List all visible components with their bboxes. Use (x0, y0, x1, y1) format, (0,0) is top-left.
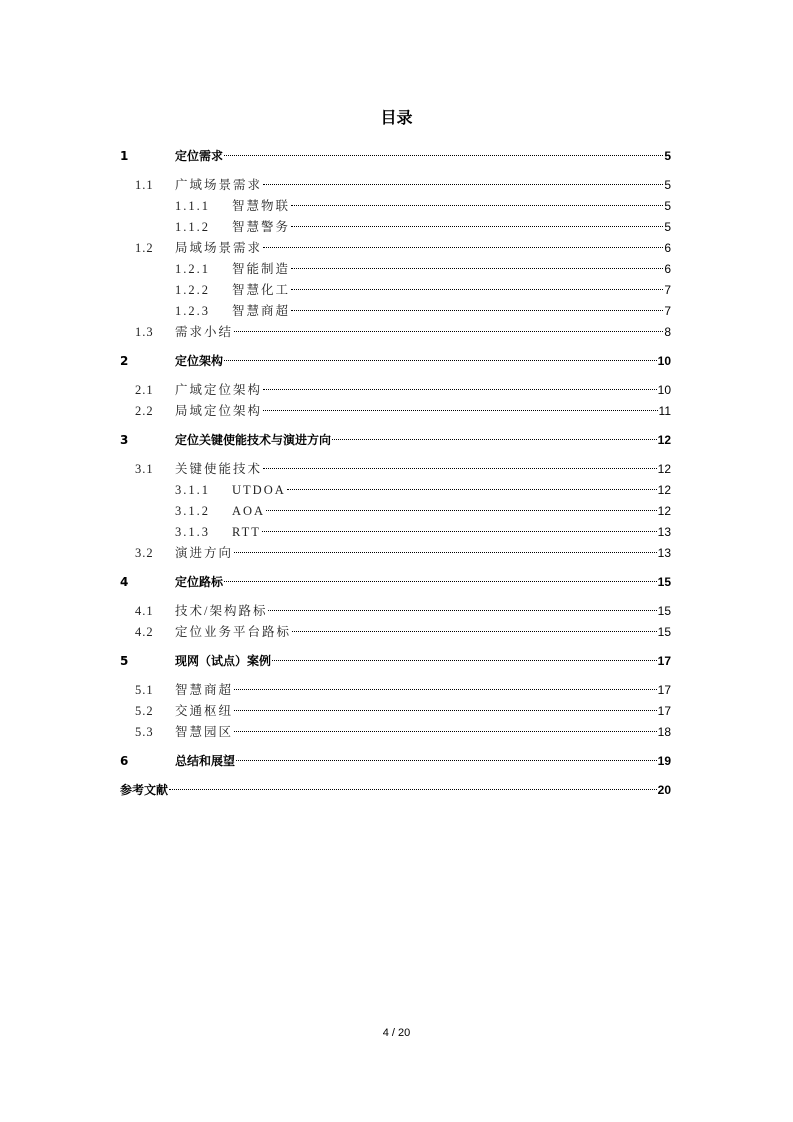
toc-entry-title[interactable]: UTDOA (232, 483, 286, 497)
toc-entry-title[interactable]: 智能制造 (232, 262, 291, 276)
toc-entry-number: 3.1.3 (175, 525, 210, 539)
dot-leader (287, 488, 657, 490)
dot-leader (234, 551, 657, 553)
toc-entry-title[interactable]: 关键使能技术 (175, 462, 263, 476)
toc-entry-number: 5.3 (135, 725, 154, 739)
toc-entry[interactable] (120, 259, 671, 280)
dot-leader (234, 709, 657, 711)
toc-entry[interactable] (120, 751, 671, 772)
toc-entry-page[interactable]: 7 (664, 304, 671, 318)
toc-entry[interactable] (120, 622, 671, 643)
dot-leader (291, 225, 663, 227)
toc-entry[interactable] (120, 238, 671, 259)
toc-entry-number: 4.2 (135, 625, 154, 639)
toc-entry-page[interactable]: 15 (657, 625, 671, 639)
toc-entry-page[interactable]: 7 (664, 283, 671, 297)
table-of-contents (120, 146, 671, 809)
toc-entry-page[interactable]: 18 (657, 725, 671, 739)
toc-entry-page[interactable]: 12 (657, 504, 671, 518)
toc-entry-title[interactable]: 广域定位架构 (175, 383, 263, 397)
toc-entry-page[interactable]: 17 (657, 654, 671, 668)
toc-entry-page[interactable]: 5 (664, 220, 671, 234)
toc-entry[interactable] (120, 601, 671, 622)
toc-entry[interactable] (120, 301, 671, 322)
toc-entry-page[interactable]: 19 (657, 754, 671, 768)
toc-entry-number: 2.1 (135, 383, 154, 397)
toc-entry-title[interactable]: 定位关键使能技术与演进方向 (175, 433, 332, 447)
toc-entry[interactable] (120, 543, 671, 564)
toc-entry[interactable] (120, 572, 671, 593)
toc-entry-page[interactable]: 20 (657, 783, 671, 797)
dot-leader (234, 330, 663, 332)
toc-entry[interactable] (120, 196, 671, 217)
dot-leader (291, 204, 663, 206)
dot-leader (263, 183, 663, 185)
toc-entry-title[interactable]: 总结和展望 (175, 754, 236, 768)
toc-entry-page[interactable]: 17 (657, 704, 671, 718)
toc-entry-title[interactable]: 局域定位架构 (175, 404, 263, 418)
toc-entry-page[interactable]: 17 (657, 683, 671, 697)
toc-entry-number: 1.2.1 (175, 262, 210, 276)
toc-entry-page[interactable]: 15 (657, 575, 671, 589)
toc-entry-title[interactable]: RTT (232, 525, 261, 539)
toc-entry-page[interactable]: 13 (657, 546, 671, 560)
toc-entry-title[interactable]: 需求小结 (175, 325, 234, 339)
dot-leader (224, 154, 663, 156)
toc-entry-number: 1.1.2 (175, 220, 210, 234)
toc-entry-title[interactable]: 智慧物联 (232, 199, 291, 213)
toc-entry[interactable] (120, 175, 671, 196)
toc-entry-title[interactable]: 现网（试点）案例 (175, 654, 272, 668)
dot-leader (263, 246, 663, 248)
toc-entry-page[interactable]: 5 (664, 149, 671, 163)
dot-leader (224, 359, 657, 361)
toc-entry-page[interactable]: 10 (657, 383, 671, 397)
dot-leader (291, 267, 663, 269)
toc-entry-title[interactable]: 定位需求 (175, 149, 224, 163)
toc-entry[interactable] (120, 780, 671, 801)
toc-entry-number: 1.2.3 (175, 304, 210, 318)
toc-entry-page[interactable]: 5 (664, 199, 671, 213)
toc-entry[interactable] (120, 722, 671, 743)
toc-entry-page[interactable]: 8 (664, 325, 671, 339)
toc-entry-title[interactable]: 智慧商超 (232, 304, 291, 318)
toc-entry-title[interactable]: 智慧警务 (232, 220, 291, 234)
dot-leader (169, 788, 657, 790)
toc-entry-number: 3.1 (135, 462, 154, 476)
toc-entry-page[interactable]: 6 (664, 241, 671, 255)
toc-entry-title[interactable]: 定位架构 (175, 354, 224, 368)
dot-leader (263, 409, 658, 411)
toc-entry-number: 1.2 (135, 241, 154, 255)
toc-entry-title[interactable]: 定位路标 (175, 575, 224, 589)
page-number: 4 / 20 (382, 1027, 411, 1039)
dot-leader (291, 288, 663, 290)
dot-leader (268, 609, 656, 611)
dot-leader (262, 530, 657, 532)
toc-entry[interactable] (120, 701, 671, 722)
toc-entry[interactable] (120, 480, 671, 501)
dot-leader (291, 309, 663, 311)
dot-leader (292, 630, 657, 632)
toc-entry-title[interactable]: 局域场景需求 (175, 241, 263, 255)
toc-entry-title[interactable]: 广域场景需求 (175, 178, 263, 192)
toc-entry-number: 2.2 (135, 404, 154, 418)
toc-entry-title[interactable]: 参考文献 (120, 783, 169, 797)
toc-entry[interactable] (120, 280, 671, 301)
toc-entry-page[interactable]: 10 (657, 354, 671, 368)
toc-entry[interactable] (120, 501, 671, 522)
toc-entry-page[interactable]: 12 (657, 433, 671, 447)
dot-leader (263, 388, 657, 390)
toc-entry-page[interactable]: 15 (657, 604, 671, 618)
dot-leader (272, 659, 657, 661)
toc-entry-number: 3 (120, 433, 129, 447)
toc-entry-number: 5 (120, 654, 129, 668)
toc-entry-page[interactable]: 12 (657, 483, 671, 497)
dot-leader (224, 580, 657, 582)
toc-entry-number: 3.1.2 (175, 504, 210, 518)
toc-entry-title[interactable]: 交通枢纽 (175, 704, 234, 718)
toc-entry-title[interactable]: 技术/架构路标 (175, 604, 268, 618)
dot-leader (234, 688, 657, 690)
toc-entry-number: 5.2 (135, 704, 154, 718)
toc-entry-page[interactable]: 12 (657, 462, 671, 476)
toc-entry-page[interactable]: 11 (658, 404, 671, 418)
toc-entry-number: 3.2 (135, 546, 154, 560)
toc-entry[interactable] (120, 522, 671, 543)
dot-leader (234, 730, 657, 732)
toc-entry[interactable] (120, 217, 671, 238)
toc-entry-title[interactable]: 智慧园区 (175, 725, 234, 739)
toc-entry-title[interactable]: 演进方向 (175, 546, 234, 560)
toc-entry-page[interactable]: 6 (664, 262, 671, 276)
dot-leader (266, 509, 657, 511)
toc-entry[interactable] (120, 380, 671, 401)
toc-entry-title[interactable]: 定位业务平台路标 (175, 625, 292, 639)
toc-entry[interactable] (120, 430, 671, 451)
toc-entry[interactable] (120, 146, 671, 167)
toc-entry-number: 5.1 (135, 683, 154, 697)
toc-entry-number: 1 (120, 149, 129, 163)
toc-entry[interactable] (120, 459, 671, 480)
toc-entry[interactable] (120, 651, 671, 672)
toc-entry[interactable] (120, 351, 671, 372)
toc-entry-page[interactable]: 5 (664, 178, 671, 192)
toc-entry-title[interactable]: 智慧化工 (232, 283, 291, 297)
toc-entry-number: 1.1.1 (175, 199, 210, 213)
toc-entry-number: 4.1 (135, 604, 154, 618)
toc-entry-number: 2 (120, 354, 129, 368)
toc-entry-number: 6 (120, 754, 129, 768)
toc-entry-number: 3.1.1 (175, 483, 210, 497)
dot-leader (332, 438, 657, 440)
dot-leader (263, 467, 657, 469)
toc-entry-number: 1.2.2 (175, 283, 210, 297)
toc-entry-number: 1.1 (135, 178, 154, 192)
toc-entry-title[interactable]: 智慧商超 (175, 683, 234, 697)
toc-entry-number: 4 (120, 575, 129, 589)
toc-entry[interactable] (120, 680, 671, 701)
toc-title: 目录 (380, 108, 413, 127)
toc-entry[interactable] (120, 401, 671, 422)
toc-entry-page[interactable]: 13 (657, 525, 671, 539)
toc-entry-title[interactable]: AOA (232, 504, 266, 518)
toc-entry-number: 1.3 (135, 325, 154, 339)
toc-entry[interactable] (120, 322, 671, 343)
dot-leader (236, 759, 657, 761)
